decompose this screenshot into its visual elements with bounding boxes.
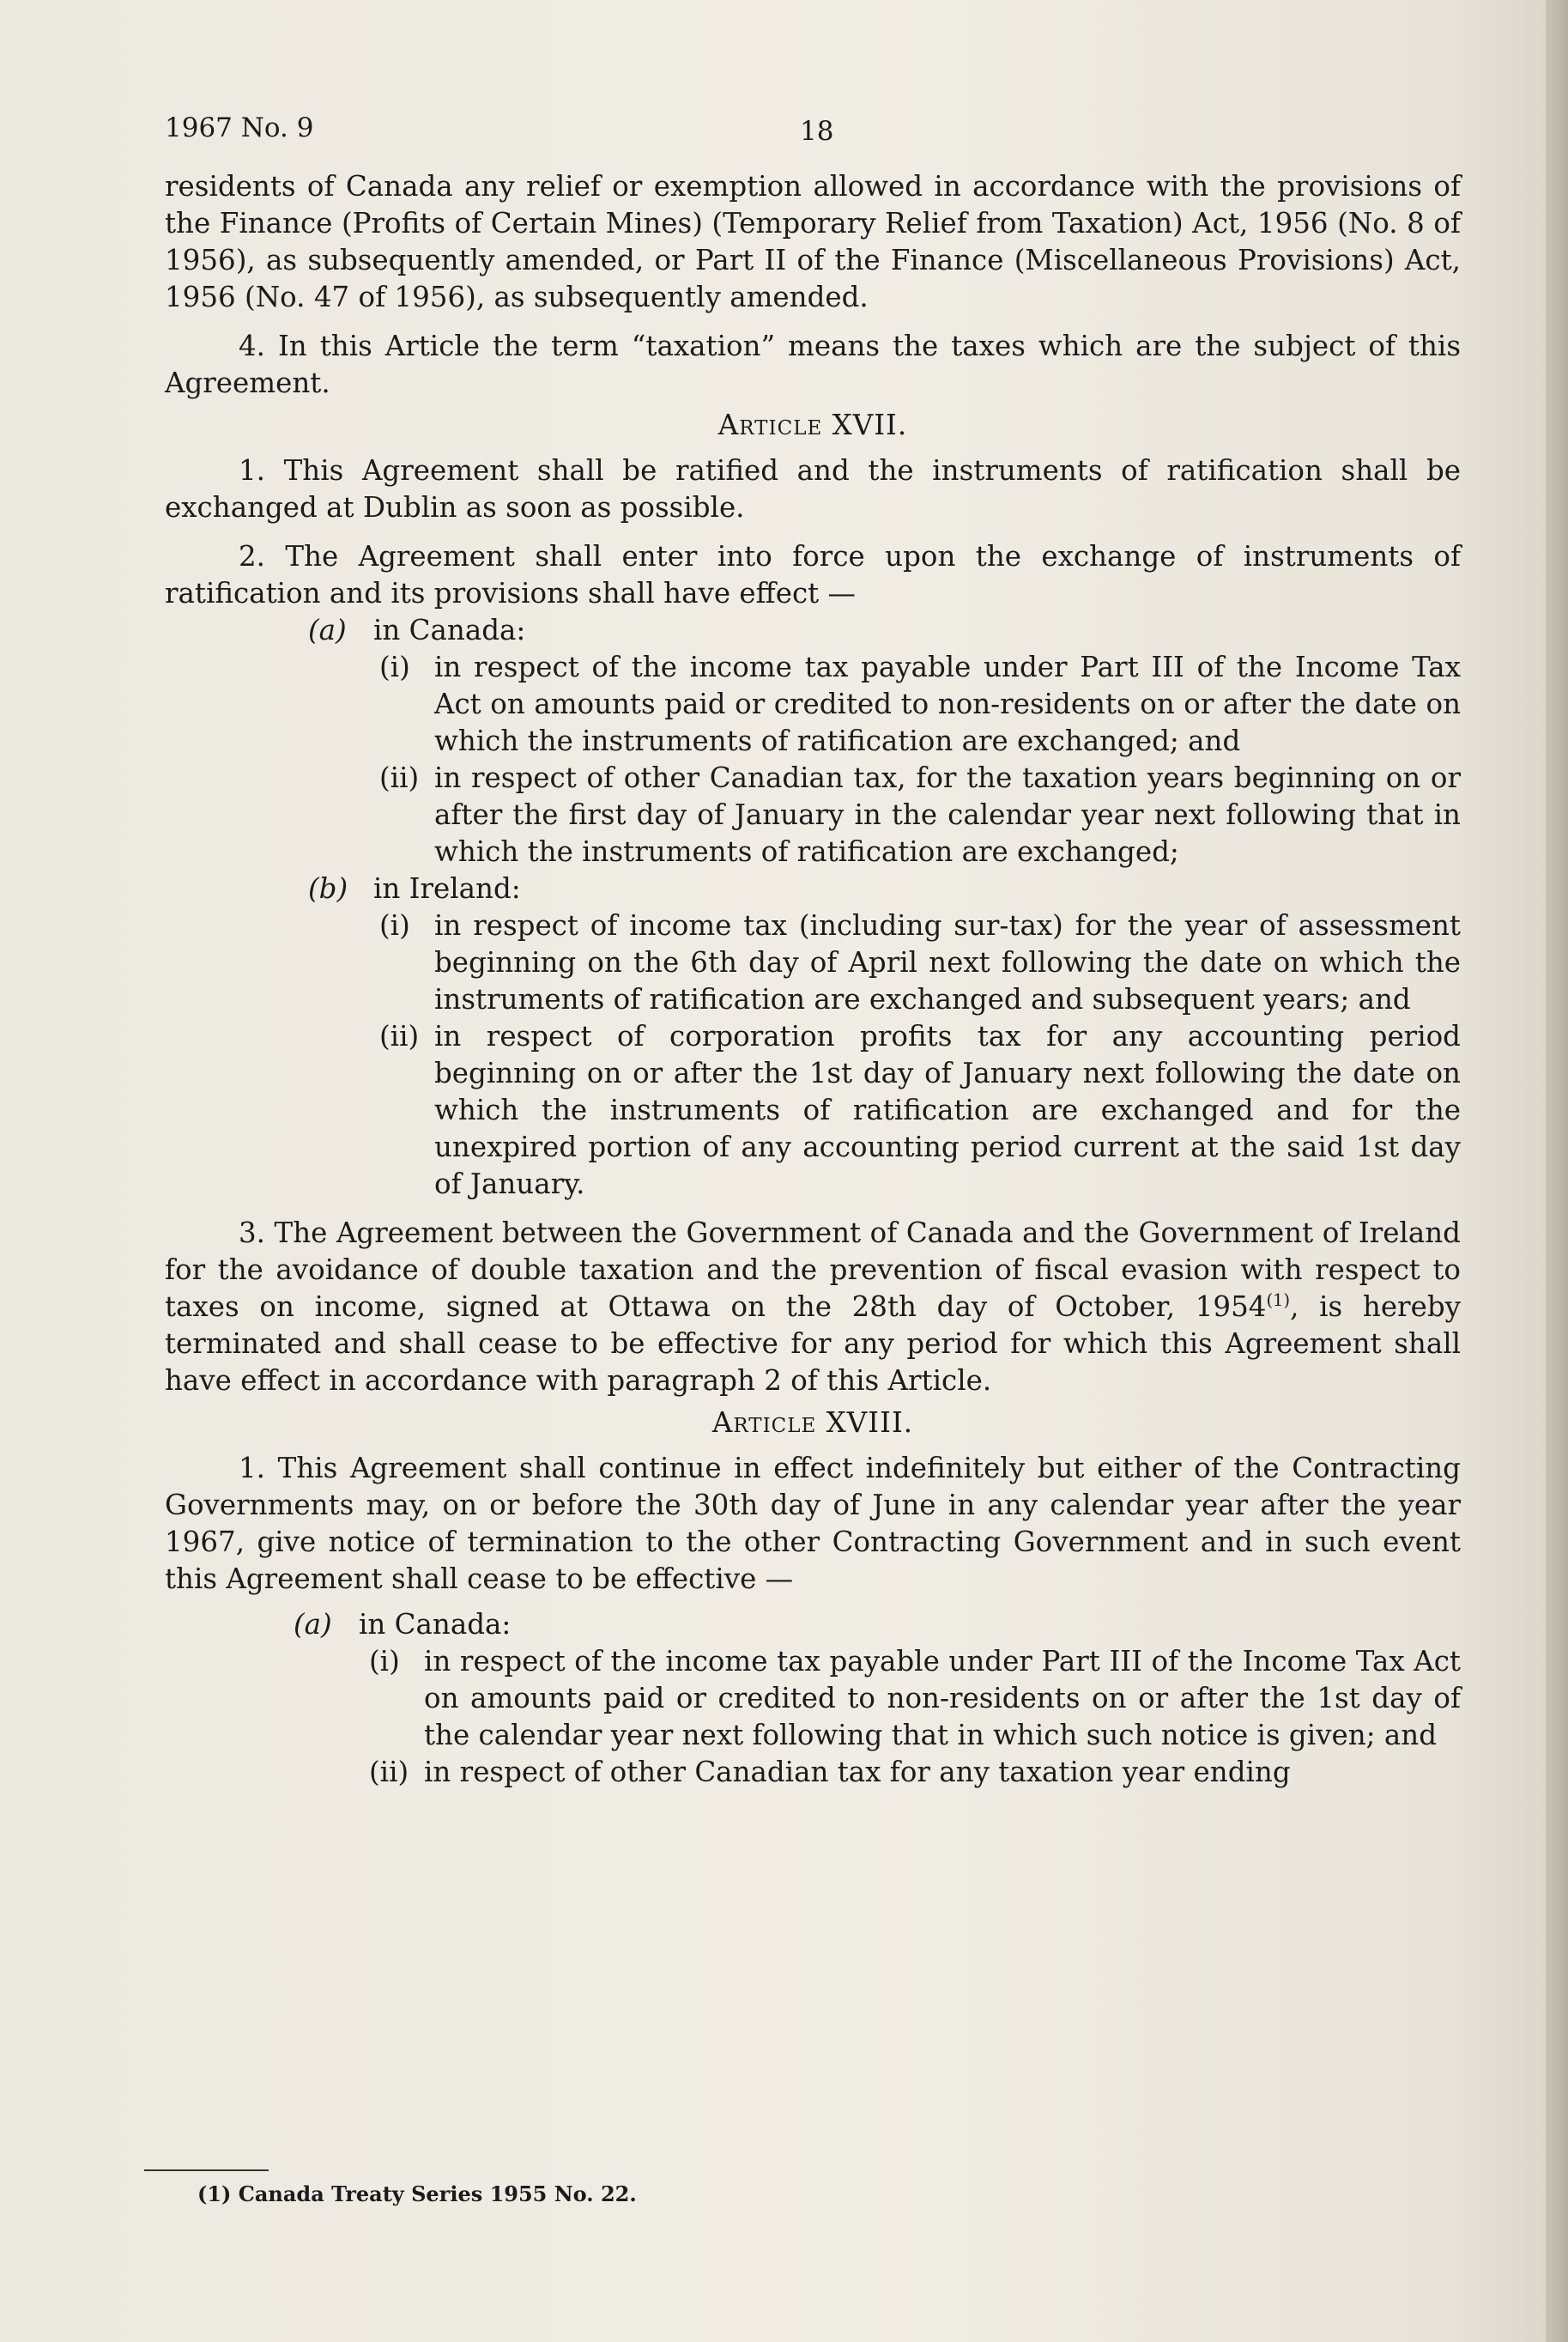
article-17-item-b-ii bbox=[379, 1018, 1461, 1203]
item-text: in respect of other Canadian tax for any taxation year ending bbox=[424, 1756, 1291, 1788]
paragraph-continued: residents of Canada any relief or exemption allowed in accordance with the provisions of the Finance (Profits of Certain Mines) (Temporary Relief from Taxation) Act, 1956 (No. 8 of 1956), as subsequently amended, or Part II of the Finance (Miscellaneous Provisions) Act, 1956 (No. 47 of 1956), as subsequently amended. bbox=[165, 170, 1461, 313]
article-17-heading: Article XVII. bbox=[717, 409, 908, 441]
item-label: (ii) bbox=[369, 1756, 409, 1788]
page-content bbox=[165, 101, 1461, 1791]
footnote-text: Canada Treaty Series 1955 No. 22. bbox=[231, 2181, 637, 2206]
item-text: in respect of the income tax payable under Part III of the Income Tax Act on amounts paid or credited to non-residents on or after the date on which the instruments of ratification are exchanged; and bbox=[434, 651, 1461, 757]
footnote-reference: (1) bbox=[1266, 1290, 1291, 1311]
footnote-marker: (1) bbox=[197, 2181, 232, 2206]
running-header bbox=[165, 101, 1461, 153]
paragraph-text: , is hereby terminated and shall cease to be effective for any period for which this Agreement shall have effect in accordance with paragraph 2 of this Article. bbox=[165, 1290, 1461, 1397]
item-label: (b) bbox=[308, 872, 348, 905]
item-text: in respect of other Canadian tax, for the taxation years beginning on or after the first day of January in the calendar year next following that in which the instruments of ratification are exchanged; bbox=[434, 761, 1461, 868]
article-17-paragraph-3 bbox=[165, 1215, 1461, 1399]
item-text: in Ireland: bbox=[373, 872, 521, 905]
footnote-rule bbox=[144, 2169, 269, 2171]
article-18-item-a-ii bbox=[369, 1754, 1461, 1791]
article-17-item-a-i bbox=[379, 649, 1461, 760]
item-label: (i) bbox=[369, 1645, 400, 1678]
article-18-paragraph-1: 1. This Agreement shall continue in effect indefinitely but either of the Contracting Governments may, on or before the 30th day of June in any calendar year after the year 1967, give notice of termination to the other Contracting Government and in such event this Agreement shall cease to be effective — bbox=[165, 1452, 1461, 1595]
item-text: in Canada: bbox=[373, 614, 526, 646]
item-text: in respect of income tax (including sur-tax) for the year of assessment beginning on the 6th day of April next following the date on which the instruments of ratification are exchanged and subsequent years; and bbox=[434, 909, 1461, 1016]
article-17-item-a bbox=[308, 612, 1461, 649]
item-text: in respect of the income tax payable under Part III of the Income Tax Act on amounts paid or credited to non-residents on or after the 1st day of the calendar year next following that in which such notice is given; and bbox=[424, 1645, 1461, 1751]
item-label: (ii) bbox=[379, 761, 420, 794]
article-18-item-a bbox=[294, 1606, 1461, 1643]
article-17-item-b bbox=[308, 871, 1461, 907]
page-edge bbox=[1546, 0, 1568, 2342]
item-label: (ii) bbox=[379, 1020, 420, 1053]
item-label: (i) bbox=[379, 651, 410, 683]
item-label: (a) bbox=[294, 1608, 332, 1641]
footnote bbox=[197, 2181, 637, 2206]
article-18-heading: Article XVIII. bbox=[711, 1406, 914, 1439]
article-17-paragraph-2: 2. The Agreement shall enter into force upon the exchange of instruments of ratification and its provisions shall have effect — bbox=[165, 540, 1461, 610]
article-18-item-a-i bbox=[369, 1643, 1461, 1754]
paragraph-4: 4. In this Article the term “taxation” means the taxes which are the subject of this Agreement. bbox=[165, 330, 1461, 399]
article-17-item-b-i bbox=[379, 907, 1461, 1018]
paragraph-text: 3. The Agreement between the Government of Canada and the Government of Ireland for the avoidance of double taxation and the prevention of fiscal evasion with respect to taxes on income, signed at Ottawa on the 28th day of October, 1954 bbox=[165, 1217, 1461, 1323]
item-text: in Canada: bbox=[359, 1608, 512, 1641]
item-label: (a) bbox=[308, 614, 347, 646]
article-17-paragraph-1: 1. This Agreement shall be ratified and the instruments of ratification shall be exchanged at Dublin as soon as possible. bbox=[165, 454, 1461, 524]
page-number: 18 bbox=[800, 116, 834, 147]
article-17-item-a-ii bbox=[379, 760, 1461, 871]
item-label: (i) bbox=[379, 909, 410, 942]
header-citation: 1967 No. 9 bbox=[165, 112, 314, 143]
item-text: in respect of corporation profits tax for any accounting period beginning on or after the 1st day of January next following the date on which the instruments of ratification are exchanged and for the unexpired portion of any accounting period current at the said 1st day of January. bbox=[434, 1020, 1461, 1200]
